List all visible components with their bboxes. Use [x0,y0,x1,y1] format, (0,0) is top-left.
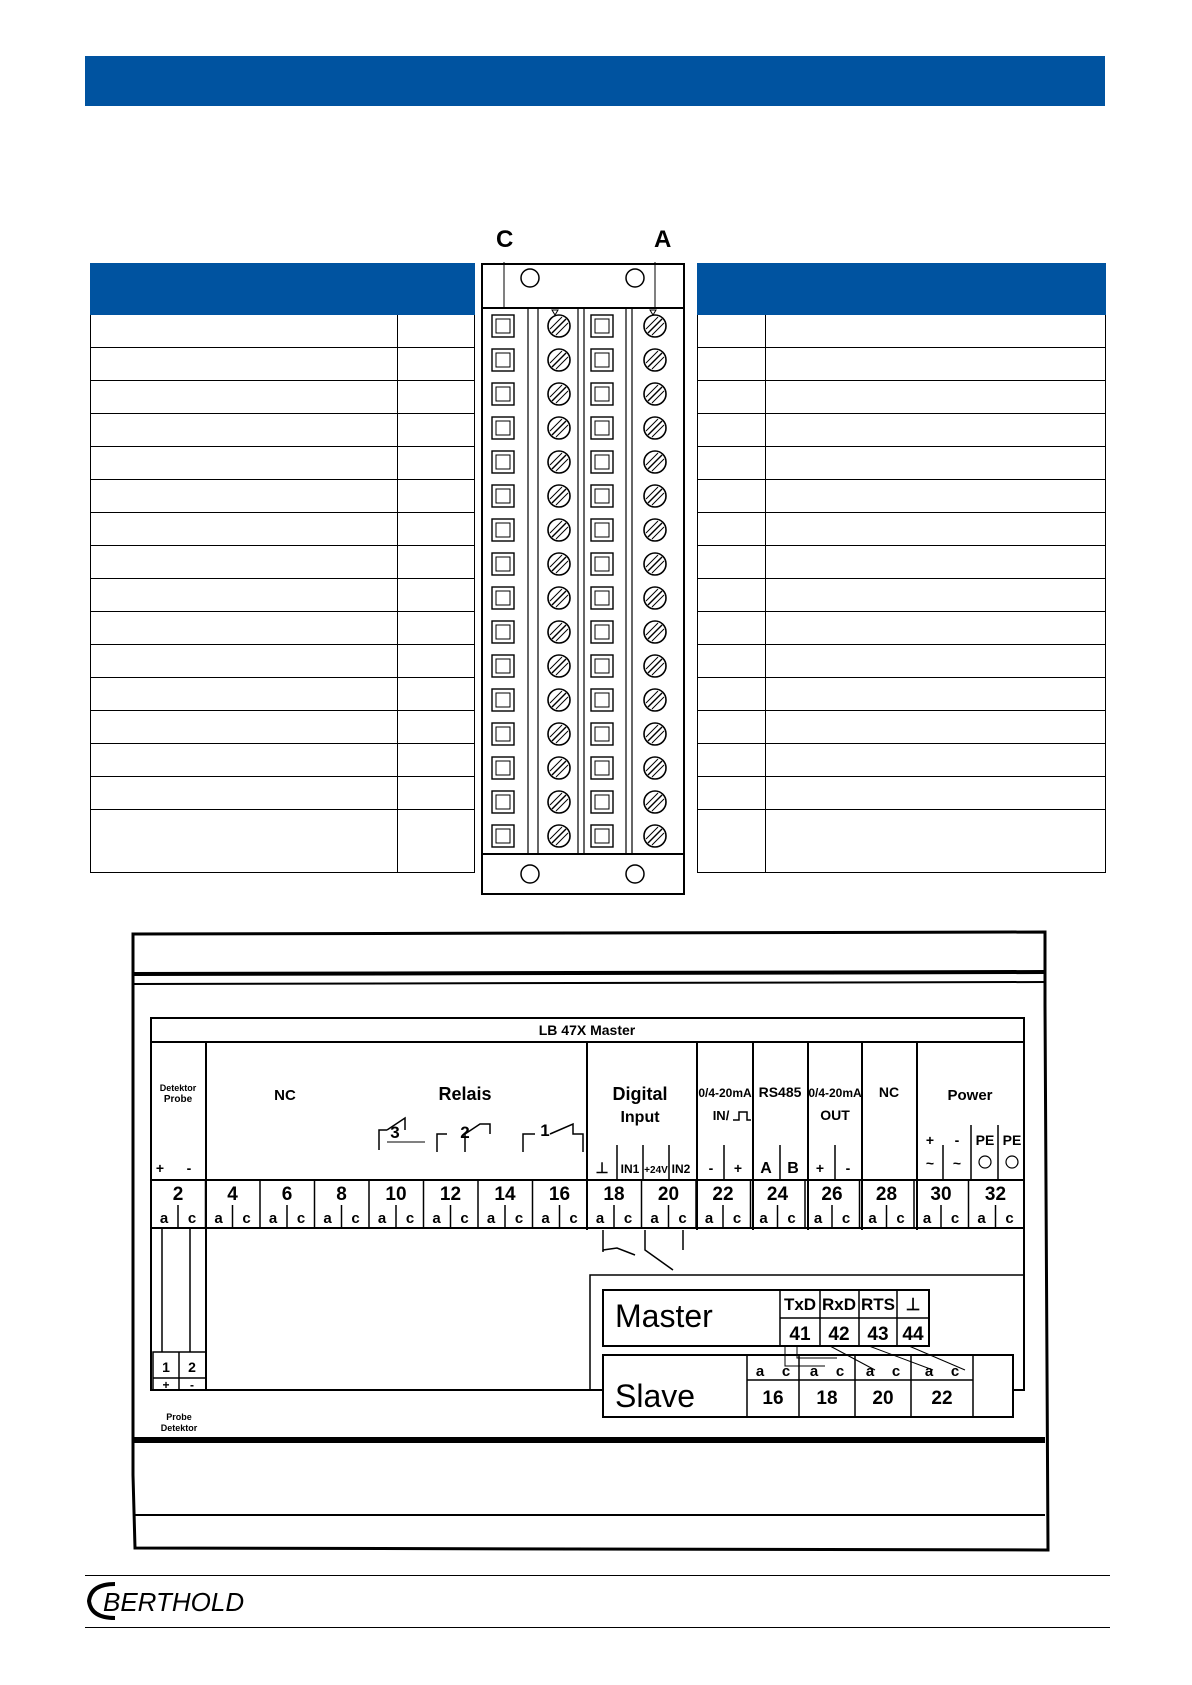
table-cell [91,480,398,513]
table-cell [91,315,398,348]
table-row [698,810,1106,873]
probe-label: Probe [163,1094,193,1105]
master-terminal-number: 41 [789,1324,811,1345]
table-row [91,711,475,744]
terminal-number: 26 [821,1184,843,1205]
master-signal: TxD [783,1295,817,1314]
table-row [91,612,475,645]
power-tilde: ~ [925,1155,935,1171]
pin-a: a [813,1210,823,1227]
terminal-clamp [591,417,613,439]
pin-c: c [460,1210,469,1227]
table-row [91,777,475,810]
pin-c: c [623,1210,633,1227]
terminal-number: 14 [494,1184,516,1205]
table-cell [766,546,1106,579]
pin-a: a [377,1210,387,1227]
terminal-number: 32 [984,1184,1007,1205]
diagram-title: LB 47X Master [538,1022,636,1038]
master-signal: RTS [861,1295,895,1314]
pin-a: a [868,1210,877,1227]
table-row [91,678,475,711]
table-row [91,447,475,480]
terminal-number: 30 [930,1184,952,1205]
pin-c: c [678,1210,687,1227]
terminal-clamp [492,621,514,643]
probe-terminal: 2 [188,1359,196,1375]
table-cell [398,810,475,873]
analog-out-minus: - [845,1160,851,1176]
pin-a: a [704,1210,714,1227]
table-row [698,513,1106,546]
table-cell [698,612,766,645]
table-row [91,645,475,678]
table-cell [698,777,766,810]
analog-in-minus: - [708,1160,714,1176]
table-cell [398,480,475,513]
terminal-clamp [591,655,613,677]
table-cell [398,744,475,777]
relais-label: Relais [438,1084,492,1104]
table-row [91,579,475,612]
table-row [698,546,1106,579]
table-row [91,414,475,447]
table-row [698,315,1106,348]
pin-c: c [787,1210,796,1227]
table-cell [766,414,1106,447]
terminal-clamp [492,519,514,541]
probe-terminal: 1 [162,1359,170,1375]
table-header-row [698,264,1106,315]
terminal-clamp [591,519,613,541]
terminal-clamp [591,723,613,745]
pin-a: a [159,1210,169,1227]
logo-text: BERTHOLD [103,1587,245,1617]
table-cell [766,744,1106,777]
table-cell [766,513,1106,546]
pin-a: a [650,1210,659,1227]
terminal-clamp [591,553,613,575]
terminal-clamp [492,655,514,677]
table-row [698,678,1106,711]
table-cell [766,480,1106,513]
table-cell [766,678,1106,711]
table-row [91,546,475,579]
table-row [698,777,1106,810]
terminal-number: 20 [657,1184,680,1205]
pin-c: c [1005,1210,1014,1227]
table-cell [91,777,398,810]
detector-minus: - [186,1160,192,1176]
table-cell [698,810,766,873]
table-cell [398,381,475,414]
terminal-number: 22 [712,1184,734,1205]
table-cell [398,348,475,381]
table-cell [398,645,475,678]
terminal-number: 24 [766,1184,789,1205]
pin-a: a [809,1363,819,1380]
pin-c: c [950,1363,960,1380]
pe-label: PE [1002,1132,1022,1148]
power-minus: - [954,1132,960,1148]
table-cell [91,414,398,447]
in1-label: IN1 [620,1162,640,1176]
relay-number: 1 [540,1121,550,1140]
table-cell [766,711,1106,744]
pin-a: a [432,1210,441,1227]
table-cell [398,546,475,579]
probe-sign: + [162,1378,170,1392]
table-cell [398,513,475,546]
table-cell [91,546,398,579]
terminal-label-c: C [496,226,514,253]
right-assignment-table [697,263,1106,873]
table-cell [698,381,766,414]
table-row [91,480,475,513]
table-row [698,414,1106,447]
pin-c: c [732,1210,742,1227]
master-label: Master [615,1298,713,1334]
table-cell [698,744,766,777]
slave-terminal-number: 16 [762,1388,784,1409]
terminal-clamp [591,791,613,813]
table-row [698,612,1106,645]
rs485-b: B [787,1160,799,1177]
pin-a: a [268,1210,278,1227]
terminal-clamp [492,315,514,337]
terminal-clamp [492,485,514,507]
analog-in-label: IN/ [712,1108,730,1123]
table-row [698,645,1106,678]
terminal-clamp [492,451,514,473]
table-cell [698,711,766,744]
pin-c: c [896,1210,905,1227]
table-cell [398,678,475,711]
earth-icon [979,1156,991,1168]
table-cell [698,414,766,447]
terminal-clamp [492,349,514,371]
table-cell [398,777,475,810]
terminal-number: 8 [336,1184,347,1205]
analog-in-label: 0/4-20mA [698,1086,752,1100]
table-row [698,447,1106,480]
terminal-clamp [591,451,613,473]
table-cell [766,348,1106,381]
earth-icon [1006,1156,1018,1168]
pin-c: c [351,1210,360,1227]
digital-input-label: Digital [612,1084,668,1104]
pin-a: a [486,1210,496,1227]
pin-a: a [924,1363,934,1380]
pulse-icon [733,1112,751,1120]
table-cell [766,315,1106,348]
terminal-number: 18 [603,1184,625,1205]
pin-a: a [755,1363,765,1380]
table-cell [698,480,766,513]
analog-out-plus: + [815,1160,825,1176]
terminal-clamp [591,757,613,779]
slave-terminal-number: 22 [931,1388,953,1409]
pin-c: c [950,1210,960,1227]
rs485-label: RS485 [758,1084,802,1100]
table-cell [91,612,398,645]
slave-label: Slave [615,1378,696,1414]
header-bar [85,56,1105,106]
table-cell [698,645,766,678]
table-cell [398,447,475,480]
table-cell [698,513,766,546]
master-terminal-number: 44 [902,1324,924,1345]
analog-in-plus: + [733,1160,743,1176]
terminal-number: 2 [172,1184,184,1205]
table-row [698,348,1106,381]
pin-a: a [922,1210,932,1227]
function-header-cell [766,264,1106,315]
table-row [91,381,475,414]
pe-label: PE [975,1132,995,1148]
slave-terminal-number: 20 [872,1388,894,1409]
table-header-row [91,264,475,315]
power-plus: + [925,1132,935,1148]
table-cell [698,546,766,579]
terminal-clamp [492,587,514,609]
pin-a: a [541,1210,550,1227]
terminal-block-drawing [480,262,686,896]
terminal-clamp [492,689,514,711]
digital-input-label: Input [620,1109,660,1126]
table-cell [698,678,766,711]
master-signal: RxD [821,1295,857,1314]
pin-a: a [865,1363,875,1380]
table-cell [398,579,475,612]
terminal-clamp [591,315,613,337]
pin-c: c [891,1363,901,1380]
master-terminal-number: 43 [867,1324,889,1345]
terminal-clamp [492,383,514,405]
footer-bottom-rule [85,1627,1110,1628]
terminal-label-a: A [654,226,672,253]
table-cell [91,447,398,480]
table-cell [766,810,1106,873]
terminal-clamp [492,791,514,813]
table-cell [766,777,1106,810]
terminal-clamp [492,553,514,575]
table-cell [766,645,1106,678]
terminal-clamp [492,825,514,847]
pin-a: a [323,1210,332,1227]
table-cell [91,744,398,777]
detector-plus: + [155,1160,165,1176]
terminal-clamp [591,349,613,371]
relay-number: 3 [390,1123,400,1142]
table-row [698,744,1106,777]
relay-number: 2 [460,1123,470,1142]
pin-a: a [759,1210,768,1227]
terminal-clamp [492,757,514,779]
table-cell [91,810,398,873]
pin-c: c [187,1210,197,1227]
pin-c: c [781,1363,791,1380]
table-cell [698,579,766,612]
table-cell [91,348,398,381]
pin-a: a [214,1210,223,1227]
table-cell [766,612,1106,645]
berthold-logo [85,1578,275,1624]
footer-top-rule [85,1575,1110,1576]
nc-label: NC [274,1087,296,1104]
power-label: Power [947,1087,993,1104]
terminal-number: 6 [281,1184,293,1205]
pin-c: c [514,1210,524,1227]
table-cell [91,579,398,612]
nc-label: NC [878,1084,900,1100]
table-cell [698,348,766,381]
left-assignment-table [90,263,475,873]
detector-label: Detektor [159,1083,197,1093]
pin-c: c [841,1210,851,1227]
probe-sign: - [190,1378,194,1392]
terminal-number: 10 [385,1184,407,1205]
ground-symbol: ⊥ [595,1160,609,1177]
terminal-clamp [591,621,613,643]
analog-out-label: 0/4-20mA [808,1086,862,1100]
pin-c: c [569,1210,578,1227]
pin-a: a [595,1210,605,1227]
master-terminal-number: 42 [828,1324,850,1345]
table-row [698,579,1106,612]
terminal-number: 16 [548,1184,571,1205]
terminal-clamp [492,723,514,745]
pin-a: a [977,1210,986,1227]
pin-c: c [835,1363,845,1380]
pin-c: c [242,1210,251,1227]
table-row [698,480,1106,513]
table-cell [91,381,398,414]
table-cell [91,513,398,546]
terminal-header-cell [698,264,766,315]
table-row [91,744,475,777]
power-tilde: ~ [952,1155,962,1171]
table-row [91,315,475,348]
function-header-cell [91,264,398,315]
table-cell [91,711,398,744]
terminal-clamp [591,689,613,711]
table-cell [91,678,398,711]
table-cell [91,645,398,678]
table-cell [698,447,766,480]
terminal-clamp [591,825,613,847]
table-cell [766,579,1106,612]
detector-label: Detektor [160,1423,198,1433]
table-cell [698,315,766,348]
table-cell [766,447,1106,480]
table-cell [398,612,475,645]
pin-c: c [296,1210,306,1227]
terminal-number: 4 [227,1184,238,1205]
terminal-header-cell [398,264,475,315]
rs485-a: A [760,1160,772,1177]
pin-c: c [405,1210,415,1227]
table-row [91,513,475,546]
table-row [91,348,475,381]
wiring-diagram [125,930,1050,1555]
analog-out-label: OUT [820,1107,850,1123]
terminal-number: 12 [439,1184,462,1205]
table-cell [398,315,475,348]
terminal-number: 28 [875,1184,898,1205]
terminal-clamp [492,417,514,439]
terminal-clamp [591,485,613,507]
in2-label: IN2 [671,1162,691,1176]
master-signal: ⊥ [905,1295,921,1314]
table-cell [398,414,475,447]
terminal-clamp [591,587,613,609]
plus24v-label: +24V [644,1165,668,1176]
table-row [698,381,1106,414]
table-row [698,711,1106,744]
slave-terminal-number: 18 [816,1388,838,1409]
probe-label: Probe [166,1412,192,1422]
table-row [91,810,475,873]
table-cell [398,711,475,744]
table-cell [766,381,1106,414]
terminal-clamp [591,383,613,405]
